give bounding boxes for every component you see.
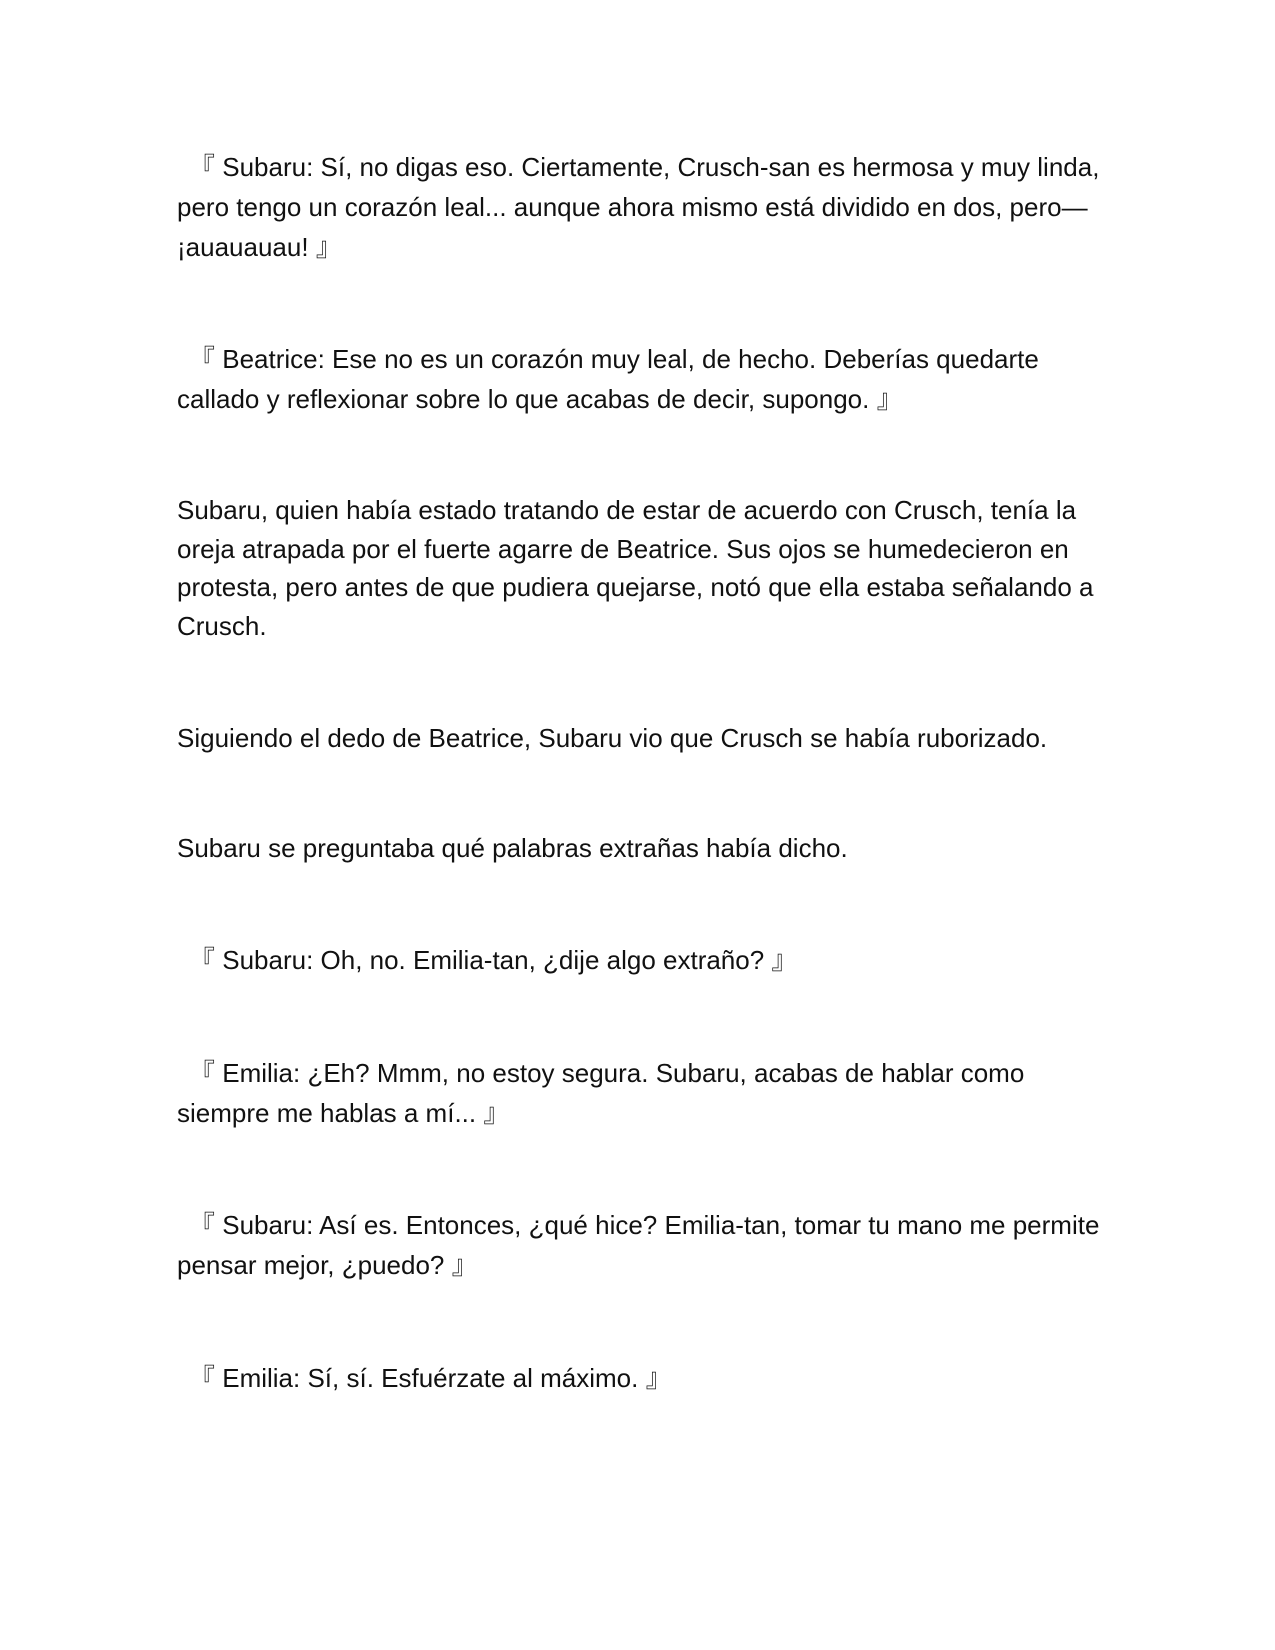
narration-paragraph: Subaru se preguntaba qué palabras extrañas había dicho. bbox=[177, 833, 848, 863]
dialogue-paragraph: 『 Emilia: Sí, sí. Esfuérzate al máximo. 』 bbox=[189, 1363, 672, 1393]
narration-paragraph: Subaru, quien había estado tratando de estar de acuerdo con Crusch, tenía la oreja atrapada por el fuerte agarre de Beatrice. Sus ojos se humedecieron en protesta, pero antes de que pudiera quejarse, notó que ella estaba señalando a Crusch. bbox=[177, 495, 1094, 641]
dialogue-paragraph: 『 Beatrice: Ese no es un corazón muy leal, de hecho. Deberías quedarte callado y reflexionar sobre lo que acabas de decir, supongo. 』 bbox=[177, 344, 1039, 414]
dialogue-paragraph: 『 Subaru: Sí, no digas eso. Ciertamente, Crusch-san es hermosa y muy linda, pero tengo un corazón leal... aunque ahora mismo está dividido en dos, pero—¡auauauau! 』 bbox=[177, 152, 1100, 262]
dialogue-paragraph: 『 Emilia: ¿Eh? Mmm, no estoy segura. Subaru, acabas de hablar como siempre me hablas a mí... 』 bbox=[177, 1058, 1025, 1128]
dialogue-paragraph: 『 Subaru: Así es. Entonces, ¿qué hice? Emilia-tan, tomar tu mano me permite pensar mejor, ¿puedo? 』 bbox=[177, 1210, 1100, 1280]
dialogue-paragraph: 『 Subaru: Oh, no. Emilia-tan, ¿dije algo extraño? 』 bbox=[189, 945, 798, 975]
narration-paragraph: Siguiendo el dedo de Beatrice, Subaru vio que Crusch se había ruborizado. bbox=[177, 723, 1048, 753]
